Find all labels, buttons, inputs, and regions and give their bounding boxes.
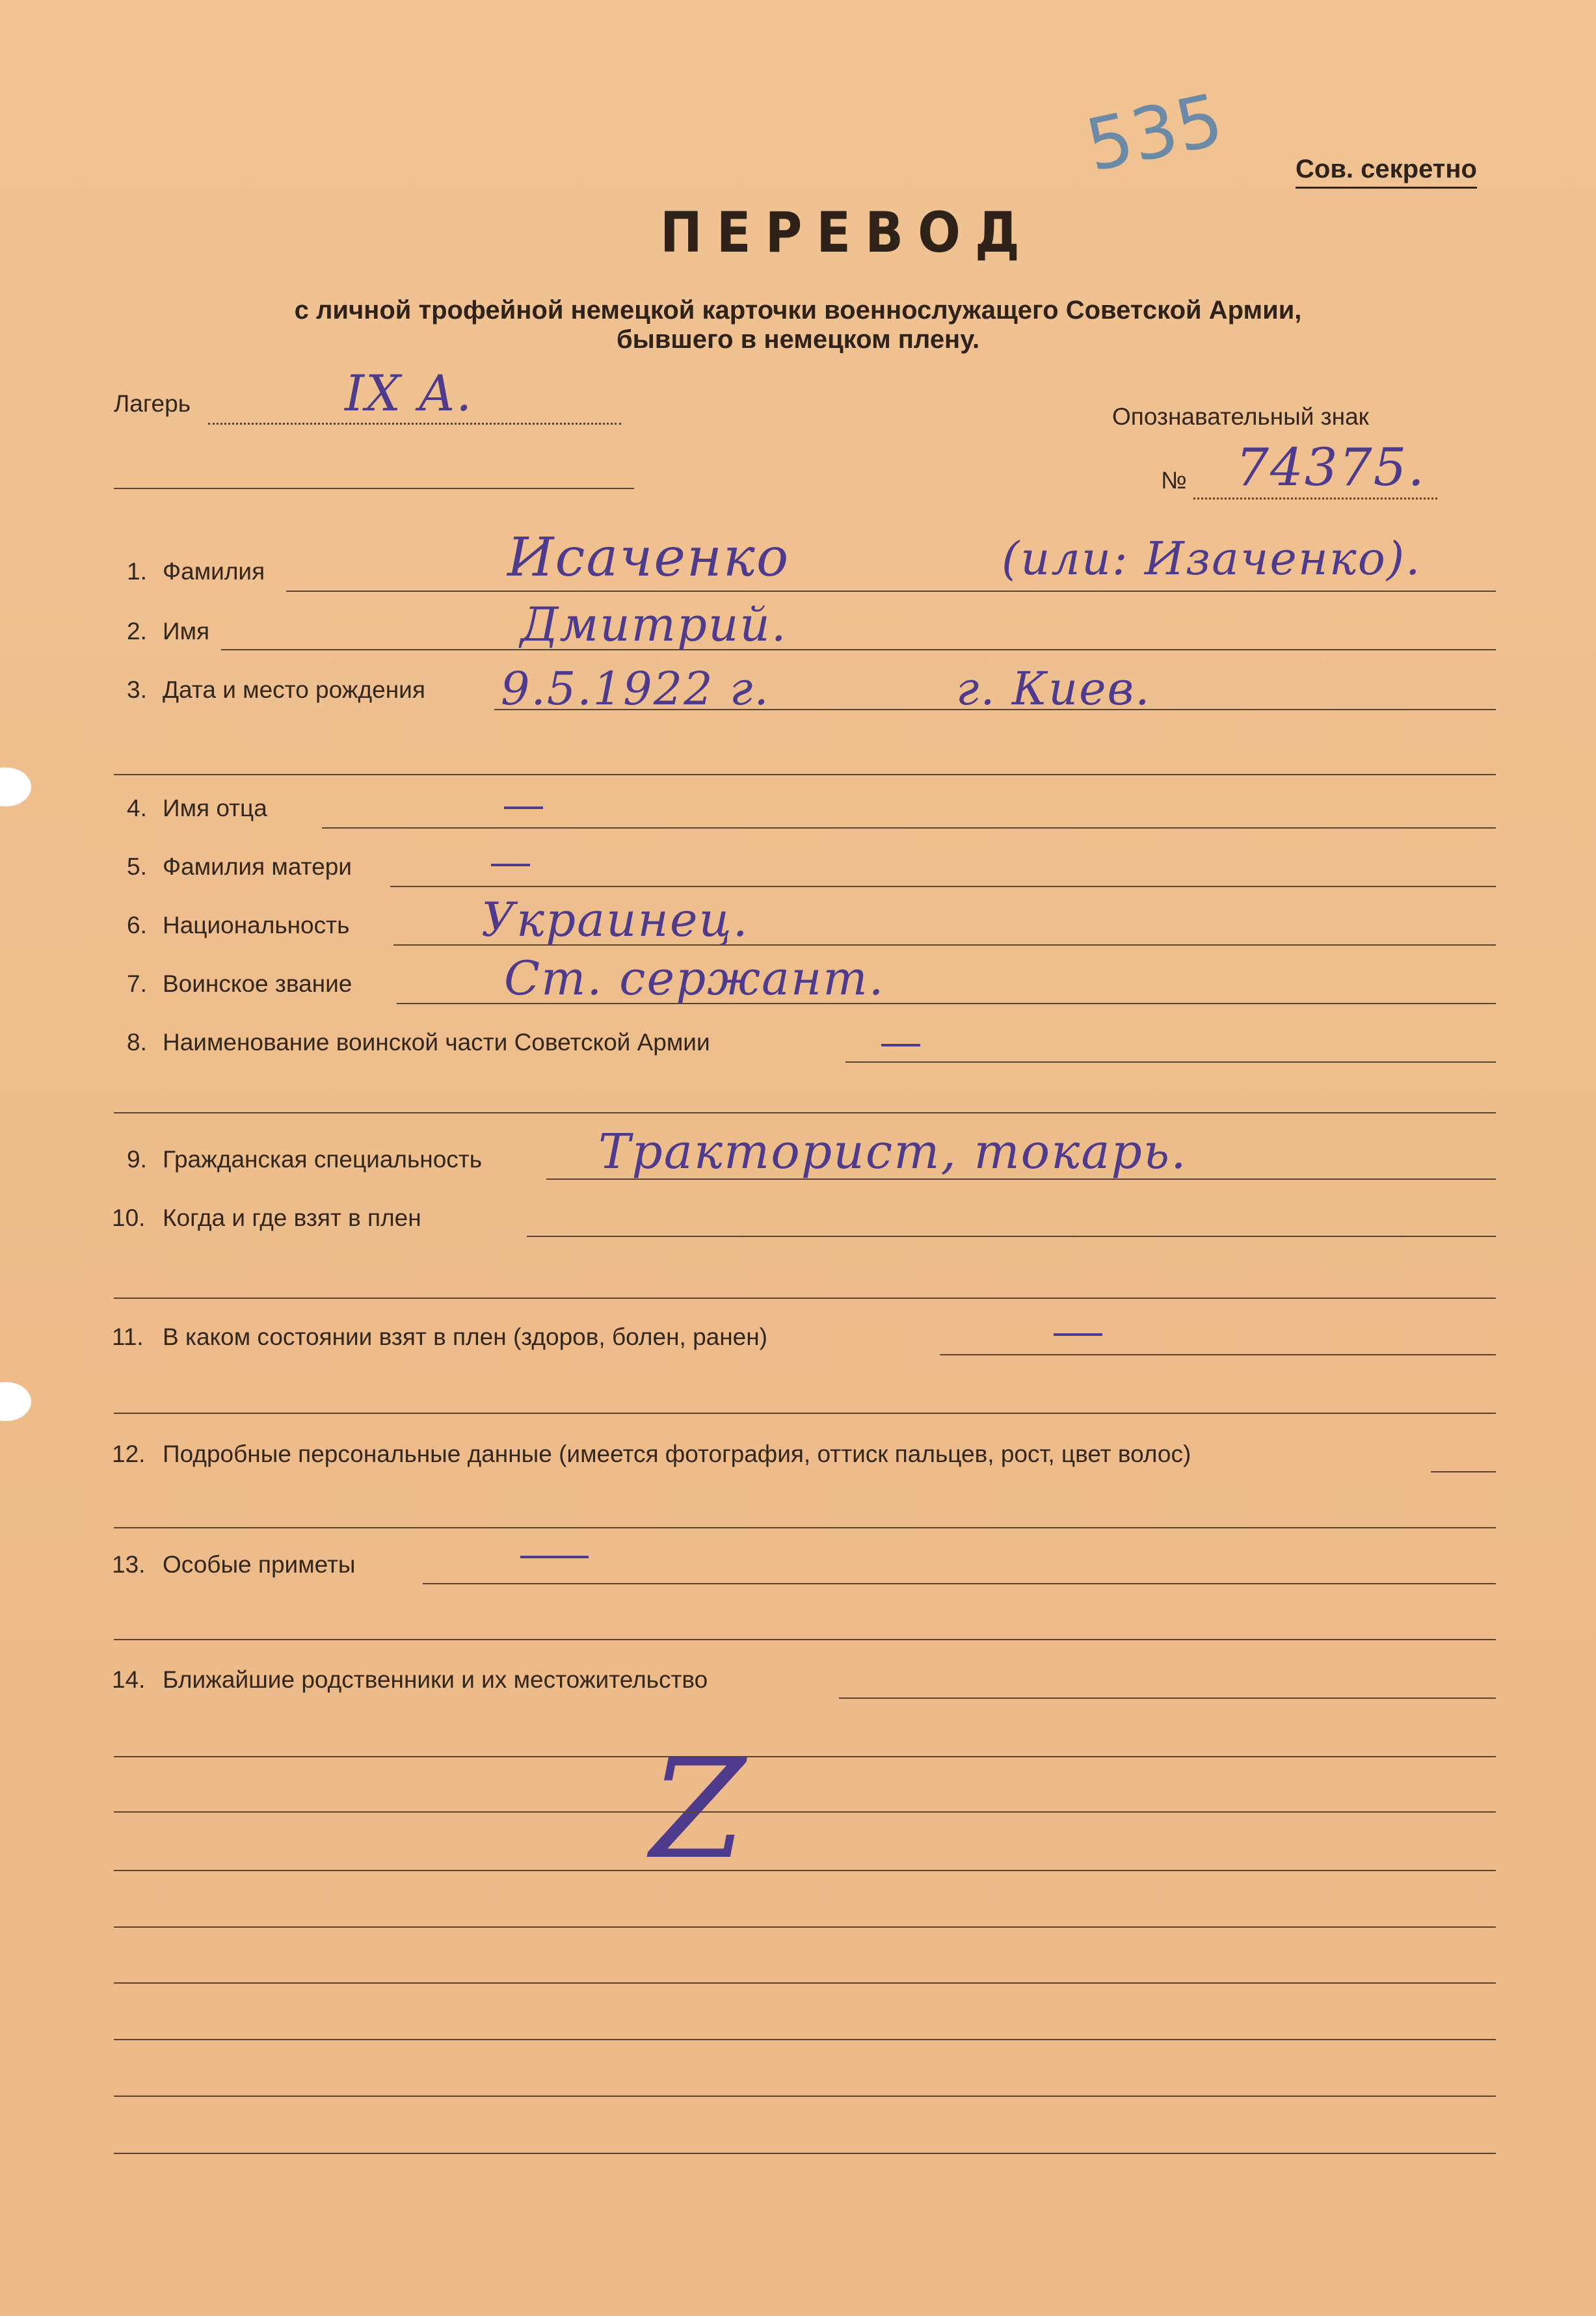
capture-condition-line <box>940 1354 1496 1355</box>
father-name-line <box>322 827 1496 829</box>
surname-label: Фамилия <box>163 558 265 585</box>
special-marks-line <box>423 1583 1496 1584</box>
military-unit-dash <box>881 1044 920 1046</box>
captured-when-where-label: Когда и где взят в плен <box>163 1205 421 1231</box>
birth-place-value: г. Киев. <box>956 662 1151 715</box>
field-num-12: 12. <box>112 1441 146 1467</box>
field-num-13: 13. <box>112 1551 146 1578</box>
tag-label: Опознавательный знак <box>1112 403 1369 430</box>
field-num-3: 3. <box>127 676 147 703</box>
relatives-line-7 <box>114 2039 1496 2040</box>
field-num-7: 7. <box>127 970 147 997</box>
mother-surname-line <box>390 886 1496 887</box>
rank-label: Воинское звание <box>163 970 352 997</box>
tag-dotted-line <box>1193 498 1437 499</box>
field-num-2: 2. <box>127 618 147 645</box>
captured-second-line <box>114 1298 1496 1299</box>
relatives-line-4 <box>114 1870 1496 1871</box>
nationality-label: Национальность <box>163 912 350 938</box>
secrecy-stamp: Сов. секретно <box>1296 155 1477 189</box>
surname-line <box>286 591 1496 592</box>
tag-number-label: № <box>1161 467 1187 494</box>
field-num-4: 4. <box>127 795 147 821</box>
relatives-line-5 <box>114 1926 1496 1928</box>
document-subtitle-line2: бывшего в немецком плену. <box>616 325 980 354</box>
camp-second-line <box>114 488 634 489</box>
personal-data-line <box>1431 1471 1496 1472</box>
father-name-dash <box>504 806 543 809</box>
relatives-line-3 <box>114 1811 1496 1813</box>
capture-condition-dash <box>1054 1333 1102 1336</box>
first-name-value: Дмитрий. <box>520 597 788 652</box>
field-num-1: 1. <box>127 558 147 585</box>
mother-surname-dash <box>491 864 530 866</box>
civil-profession-label: Гражданская специальность <box>163 1146 483 1173</box>
field-num-11: 11. <box>112 1324 144 1350</box>
capture-condition-label: В каком состоянии взят в плен (здоров, болен, ранен) <box>163 1324 767 1350</box>
camp-value: IX A. <box>345 364 473 422</box>
relatives-line-2 <box>114 1756 1496 1757</box>
camp-label: Лагерь <box>114 390 191 417</box>
punch-hole-bottom <box>0 1382 31 1421</box>
relatives-line-8 <box>114 2096 1496 2097</box>
camp-dotted-line <box>208 423 621 425</box>
nationality-value: Украинец. <box>481 892 749 947</box>
mother-surname-label: Фамилия матери <box>163 853 352 880</box>
birth-second-line <box>114 774 1496 775</box>
field-num-9: 9. <box>127 1146 147 1173</box>
birth-date-value: 9.5.1922 г. <box>501 662 770 715</box>
first-name-label: Имя <box>163 618 210 645</box>
special-marks-dash <box>520 1556 589 1558</box>
tag-value: 74375. <box>1236 437 1426 498</box>
captured-when-where-line <box>527 1236 1496 1237</box>
birth-label: Дата и место рождения <box>163 676 425 703</box>
surname-alt-value: (или: Изаченко). <box>1002 532 1422 585</box>
military-unit-label: Наименование воинской части Советской Армии <box>163 1029 710 1056</box>
relatives-z-mark: Z <box>650 1730 745 1889</box>
document-subtitle-line1: с личной трофейной немецкой карточки военнослужащего Советской Армии, <box>294 296 1302 325</box>
punch-hole-top <box>0 767 31 806</box>
document-title: ПЕРЕВОД <box>660 200 1034 265</box>
relatives-line-9 <box>114 2153 1496 2154</box>
civil-profession-value: Тракторист, токарь. <box>598 1124 1188 1180</box>
field-num-14: 14. <box>112 1666 146 1693</box>
field-num-8: 8. <box>127 1029 147 1056</box>
military-unit-line <box>845 1061 1496 1063</box>
father-name-label: Имя отца <box>163 795 267 821</box>
special-marks-second-line <box>114 1639 1496 1640</box>
personal-data-label: Подробные персональные данные (имеется фотография, оттиск пальцев, рост, цвет волос) <box>163 1441 1191 1467</box>
field-num-5: 5. <box>127 853 147 880</box>
special-marks-label: Особые приметы <box>163 1551 356 1578</box>
relatives-line <box>839 1697 1496 1699</box>
rank-value: Ст. сержант. <box>504 951 885 1005</box>
field-num-6: 6. <box>127 912 147 938</box>
first-name-line <box>221 649 1496 650</box>
capture-condition-second-line <box>114 1413 1496 1414</box>
relatives-line-6 <box>114 1982 1496 1984</box>
field-num-10: 10. <box>112 1205 146 1231</box>
relatives-label: Ближайшие родственники и их местожительство <box>163 1666 708 1693</box>
pencil-archive-number: 535 <box>1078 77 1230 188</box>
personal-data-second-line <box>114 1527 1496 1528</box>
military-unit-second-line <box>114 1112 1496 1113</box>
surname-value: Исаченко <box>507 527 790 589</box>
